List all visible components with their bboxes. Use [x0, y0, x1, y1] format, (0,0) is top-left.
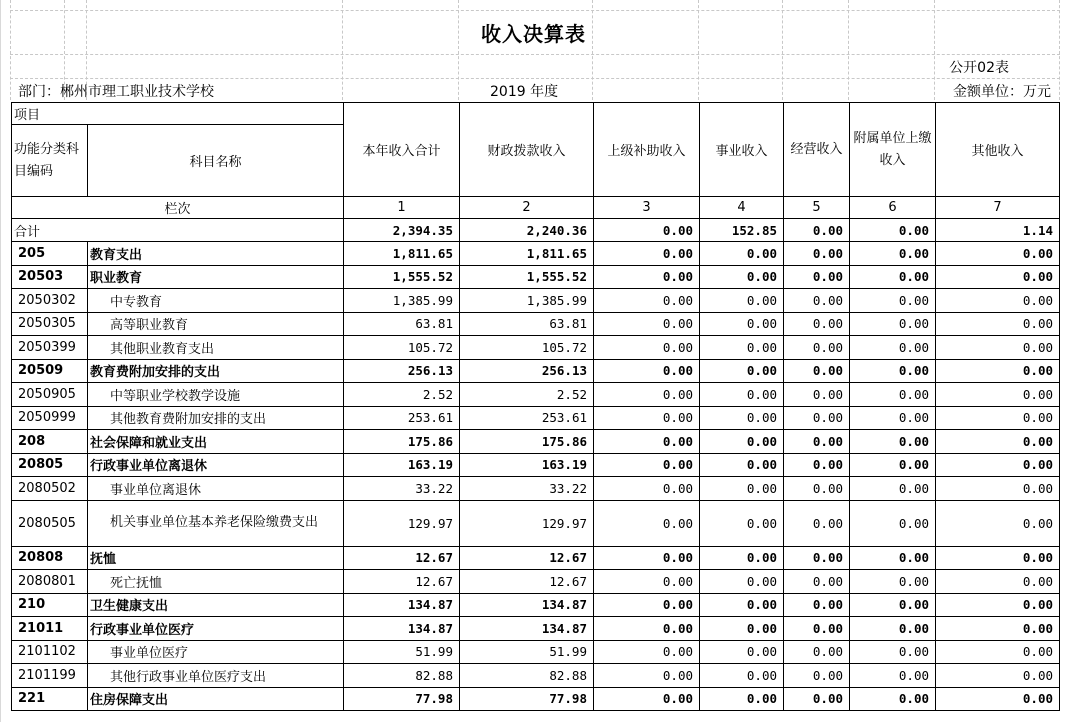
row-value: 0.00 — [850, 383, 936, 407]
header-col: 附属单位上缴收入 — [850, 103, 936, 197]
row-code: 210 — [12, 593, 88, 617]
row-value: 129.97 — [344, 500, 460, 546]
row-value: 12.67 — [344, 570, 460, 594]
row-value: 0.00 — [594, 406, 700, 430]
table-row — [12, 500, 1060, 546]
row-value: 0.00 — [700, 546, 784, 570]
row-value: 1,811.65 — [460, 242, 594, 266]
grid-line — [342, 0, 343, 100]
row-value: 0.00 — [850, 546, 936, 570]
row-code: 208 — [12, 430, 88, 454]
table-row — [12, 453, 1060, 477]
row-value: 0.00 — [594, 617, 700, 641]
row-value: 134.87 — [344, 617, 460, 641]
table-row — [12, 336, 1060, 360]
row-value: 0.00 — [936, 477, 1060, 501]
row-code: 20808 — [12, 546, 88, 570]
row-value: 0.00 — [784, 687, 850, 711]
row-name: 住房保障支出 — [88, 687, 344, 711]
row-value: 1,555.52 — [460, 265, 594, 289]
grid-line — [934, 0, 935, 100]
table-row — [12, 383, 1060, 407]
header-col: 本年收入合计 — [344, 103, 460, 197]
grid-line — [592, 0, 593, 100]
row-value: 0.00 — [850, 500, 936, 546]
row-value: 0.00 — [850, 640, 936, 664]
row-code: 2050905 — [12, 383, 88, 407]
row-value: 77.98 — [344, 687, 460, 711]
row-value: 0.00 — [850, 359, 936, 383]
row-value: 0.00 — [700, 430, 784, 454]
grid-line — [848, 0, 849, 100]
header-col: 上级补助收入 — [594, 103, 700, 197]
row-value: 0.00 — [936, 593, 1060, 617]
row-value: 33.22 — [460, 477, 594, 501]
row-value: 0.00 — [594, 477, 700, 501]
row-value: 0.00 — [784, 593, 850, 617]
row-value: 0.00 — [784, 242, 850, 266]
row-value: 0.00 — [850, 430, 936, 454]
total-value: 0.00 — [784, 219, 850, 242]
row-value: 0.00 — [784, 359, 850, 383]
grid-line — [10, 10, 1060, 11]
row-name: 其他职业教育支出 — [88, 336, 344, 360]
row-value: 175.86 — [344, 430, 460, 454]
header-col: 经营收入 — [784, 103, 850, 197]
row-value: 0.00 — [784, 664, 850, 688]
row-value: 253.61 — [344, 406, 460, 430]
row-value: 0.00 — [700, 383, 784, 407]
row-code: 2050999 — [12, 406, 88, 430]
row-value: 0.00 — [594, 640, 700, 664]
row-value: 12.67 — [460, 570, 594, 594]
col-number: 7 — [936, 197, 1060, 219]
row-value: 129.97 — [460, 500, 594, 546]
grid-line — [1059, 0, 1060, 100]
col-number: 5 — [784, 197, 850, 219]
row-value: 2.52 — [344, 383, 460, 407]
fiscal-year: 2019 年度 — [490, 84, 559, 100]
row-code: 20805 — [12, 453, 88, 477]
row-code: 2101199 — [12, 664, 88, 688]
grid-line — [782, 0, 783, 100]
row-value: 0.00 — [936, 289, 1060, 313]
row-value: 163.19 — [460, 453, 594, 477]
row-code: 2101102 — [12, 640, 88, 664]
row-name: 机关事业单位基本养老保险缴费支出 — [88, 500, 344, 546]
row-code: 20509 — [12, 359, 88, 383]
col-number: 6 — [850, 197, 936, 219]
total-value: 1.14 — [936, 219, 1060, 242]
row-value: 0.00 — [784, 477, 850, 501]
col-number: 3 — [594, 197, 700, 219]
row-value: 0.00 — [784, 640, 850, 664]
row-value: 0.00 — [936, 265, 1060, 289]
row-value: 1,385.99 — [460, 289, 594, 313]
row-value: 0.00 — [850, 664, 936, 688]
total-value: 2,240.36 — [460, 219, 594, 242]
header-col: 事业收入 — [700, 103, 784, 197]
total-label: 合计 — [12, 219, 344, 242]
income-table — [11, 102, 1060, 711]
header-code: 功能分类科目编码 — [12, 125, 88, 197]
row-name: 中专教育 — [88, 289, 344, 313]
grid-line — [10, 78, 1060, 79]
row-value: 0.00 — [850, 242, 936, 266]
row-value: 0.00 — [936, 687, 1060, 711]
row-index-label: 栏次 — [12, 197, 344, 219]
row-value: 0.00 — [784, 430, 850, 454]
row-value: 0.00 — [850, 570, 936, 594]
row-value: 51.99 — [344, 640, 460, 664]
row-value: 0.00 — [594, 265, 700, 289]
row-value: 63.81 — [344, 312, 460, 336]
row-value: 0.00 — [700, 687, 784, 711]
row-name: 中等职业学校教学设施 — [88, 383, 344, 407]
row-value: 1,555.52 — [344, 265, 460, 289]
row-code: 2050399 — [12, 336, 88, 360]
row-value: 0.00 — [594, 453, 700, 477]
row-value: 82.88 — [460, 664, 594, 688]
row-name: 其他行政事业单位医疗支出 — [88, 664, 344, 688]
row-code: 2050305 — [12, 312, 88, 336]
grid-line — [458, 0, 459, 100]
table-row — [12, 289, 1060, 313]
row-value: 12.67 — [460, 546, 594, 570]
row-value: 0.00 — [594, 664, 700, 688]
row-value: 0.00 — [784, 336, 850, 360]
row-value: 134.87 — [460, 617, 594, 641]
column-number-row — [12, 197, 1060, 219]
row-name: 卫生健康支出 — [88, 593, 344, 617]
row-name: 高等职业教育 — [88, 312, 344, 336]
table-row — [12, 477, 1060, 501]
row-value: 0.00 — [850, 312, 936, 336]
row-value: 0.00 — [850, 477, 936, 501]
table-row — [12, 640, 1060, 664]
row-value: 0.00 — [936, 312, 1060, 336]
row-value: 0.00 — [850, 617, 936, 641]
row-value: 0.00 — [700, 453, 784, 477]
row-value: 0.00 — [850, 289, 936, 313]
col-number: 2 — [460, 197, 594, 219]
row-value: 33.22 — [344, 477, 460, 501]
department-label: 部门：郴州市理工职业技术学校 — [18, 84, 214, 100]
col-number: 1 — [344, 197, 460, 219]
row-value: 0.00 — [784, 289, 850, 313]
table-row — [12, 664, 1060, 688]
row-value: 0.00 — [594, 593, 700, 617]
row-value: 0.00 — [936, 640, 1060, 664]
row-value: 0.00 — [700, 500, 784, 546]
row-name: 行政事业单位离退休 — [88, 453, 344, 477]
row-value: 51.99 — [460, 640, 594, 664]
row-value: 0.00 — [784, 546, 850, 570]
row-value: 0.00 — [936, 430, 1060, 454]
total-value: 0.00 — [850, 219, 936, 242]
row-value: 0.00 — [700, 570, 784, 594]
table-row — [12, 312, 1060, 336]
row-value: 0.00 — [784, 265, 850, 289]
row-value: 256.13 — [344, 359, 460, 383]
header-name: 科目名称 — [88, 125, 344, 197]
row-value: 0.00 — [936, 336, 1060, 360]
row-value: 0.00 — [850, 593, 936, 617]
row-value: 0.00 — [700, 664, 784, 688]
row-value: 175.86 — [460, 430, 594, 454]
row-value: 0.00 — [850, 687, 936, 711]
row-code: 205 — [12, 242, 88, 266]
table-row — [12, 242, 1060, 266]
row-name: 职业教育 — [88, 265, 344, 289]
row-code: 21011 — [12, 617, 88, 641]
row-value: 105.72 — [344, 336, 460, 360]
row-value: 0.00 — [594, 359, 700, 383]
header-col: 财政拨款收入 — [460, 103, 594, 197]
grid-line — [698, 0, 699, 100]
row-code: 221 — [12, 687, 88, 711]
table-row — [12, 546, 1060, 570]
row-code: 2080505 — [12, 500, 88, 546]
row-value: 0.00 — [850, 453, 936, 477]
header-item: 项目 — [12, 103, 344, 125]
row-code: 20503 — [12, 265, 88, 289]
row-value: 0.00 — [784, 453, 850, 477]
row-name: 其他教育费附加安排的支出 — [88, 406, 344, 430]
row-name: 教育费附加安排的支出 — [88, 359, 344, 383]
row-value: 134.87 — [460, 593, 594, 617]
table-row — [12, 570, 1060, 594]
row-value: 0.00 — [784, 570, 850, 594]
table-row — [12, 430, 1060, 454]
row-value: 0.00 — [784, 500, 850, 546]
row-value: 0.00 — [700, 265, 784, 289]
col-number: 4 — [700, 197, 784, 219]
row-value: 0.00 — [784, 617, 850, 641]
row-value: 0.00 — [936, 664, 1060, 688]
row-value: 0.00 — [936, 359, 1060, 383]
row-value: 63.81 — [460, 312, 594, 336]
row-value: 0.00 — [700, 312, 784, 336]
row-value: 0.00 — [700, 617, 784, 641]
row-value: 2.52 — [460, 383, 594, 407]
row-value: 0.00 — [594, 570, 700, 594]
row-value: 0.00 — [850, 265, 936, 289]
row-value: 0.00 — [700, 336, 784, 360]
row-value: 0.00 — [700, 640, 784, 664]
row-name: 社会保障和就业支出 — [88, 430, 344, 454]
row-value: 0.00 — [936, 383, 1060, 407]
row-value: 256.13 — [460, 359, 594, 383]
row-value: 12.67 — [344, 546, 460, 570]
report-title: 收入决算表 — [481, 22, 586, 46]
row-value: 0.00 — [594, 289, 700, 313]
row-value: 0.00 — [594, 242, 700, 266]
row-value: 0.00 — [700, 477, 784, 501]
row-code: 2050302 — [12, 289, 88, 313]
total-value: 0.00 — [594, 219, 700, 242]
row-value: 163.19 — [344, 453, 460, 477]
row-name: 死亡抚恤 — [88, 570, 344, 594]
row-value: 0.00 — [594, 430, 700, 454]
row-code: 2080801 — [12, 570, 88, 594]
row-name: 教育支出 — [88, 242, 344, 266]
table-row — [12, 617, 1060, 641]
table-row — [12, 687, 1060, 711]
row-value: 134.87 — [344, 593, 460, 617]
total-value: 152.85 — [700, 219, 784, 242]
row-value: 0.00 — [700, 289, 784, 313]
row-value: 0.00 — [594, 500, 700, 546]
header-col: 其他收入 — [936, 103, 1060, 197]
row-value: 0.00 — [700, 242, 784, 266]
row-name: 抚恤 — [88, 546, 344, 570]
row-name: 事业单位离退休 — [88, 477, 344, 501]
row-value: 0.00 — [594, 546, 700, 570]
row-value: 0.00 — [850, 336, 936, 360]
total-value: 2,394.35 — [344, 219, 460, 242]
row-name: 行政事业单位医疗 — [88, 617, 344, 641]
row-name: 事业单位医疗 — [88, 640, 344, 664]
table-row — [12, 359, 1060, 383]
header-row — [12, 103, 1060, 125]
form-number: 公开02表 — [949, 60, 1009, 76]
row-value: 0.00 — [594, 687, 700, 711]
row-value: 0.00 — [700, 359, 784, 383]
total-row — [12, 219, 1060, 242]
amount-unit: 金额单位：万元 — [953, 84, 1051, 100]
table-row — [12, 406, 1060, 430]
table-row — [12, 593, 1060, 617]
row-value: 0.00 — [936, 570, 1060, 594]
grid-line — [10, 0, 11, 100]
table-row — [12, 265, 1060, 289]
row-value: 77.98 — [460, 687, 594, 711]
row-value: 0.00 — [936, 546, 1060, 570]
row-value: 0.00 — [936, 500, 1060, 546]
row-value: 0.00 — [936, 617, 1060, 641]
row-value: 82.88 — [344, 664, 460, 688]
row-value: 0.00 — [936, 453, 1060, 477]
row-value: 0.00 — [936, 242, 1060, 266]
row-value: 0.00 — [700, 593, 784, 617]
row-value: 0.00 — [700, 406, 784, 430]
row-value: 0.00 — [784, 312, 850, 336]
row-value: 0.00 — [594, 336, 700, 360]
row-value: 105.72 — [460, 336, 594, 360]
row-value: 0.00 — [594, 383, 700, 407]
row-value: 0.00 — [784, 383, 850, 407]
row-code: 2080502 — [12, 477, 88, 501]
row-value: 0.00 — [594, 312, 700, 336]
row-value: 0.00 — [850, 406, 936, 430]
row-value: 253.61 — [460, 406, 594, 430]
row-value: 1,811.65 — [344, 242, 460, 266]
row-value: 1,385.99 — [344, 289, 460, 313]
row-value: 0.00 — [936, 406, 1060, 430]
grid-line — [10, 54, 1060, 55]
row-value: 0.00 — [784, 406, 850, 430]
